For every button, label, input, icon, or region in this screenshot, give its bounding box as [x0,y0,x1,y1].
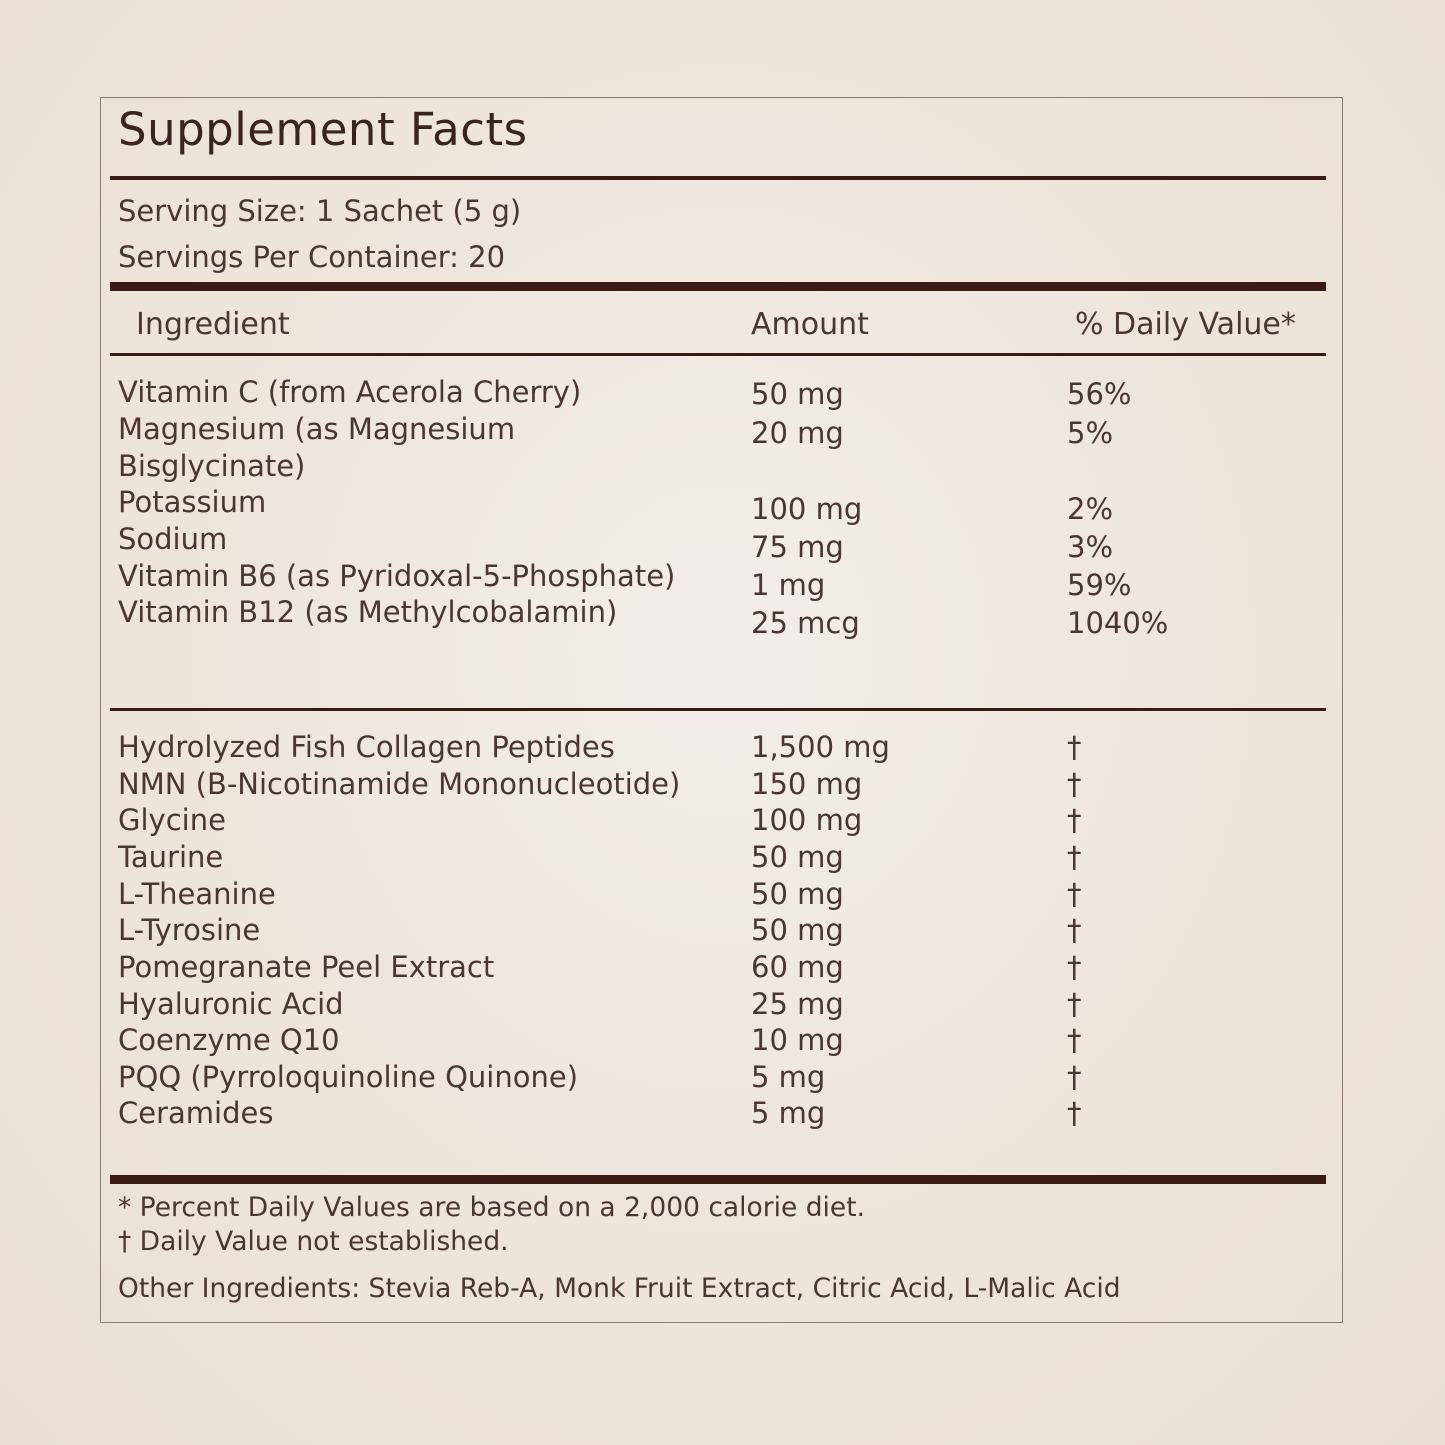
ingredient-amount: 1,500 mg [751,730,890,764]
dagger-mark: † [1067,1096,1082,1130]
ingredient-amount: 1 mg [751,568,826,602]
ingredient-daily-value: 3% [1067,530,1114,564]
ingredient-name: L-Tyrosine [118,913,261,947]
dagger-mark: † [1067,877,1082,911]
ingredient-amount: 25 mg [751,987,844,1021]
panel-title: Supplement Facts [118,103,528,156]
ingredient-amount: 100 mg [751,803,863,837]
ingredient-amount: 100 mg [751,492,863,526]
ingredient-daily-value: 56% [1067,377,1132,411]
daily-value-footnote: * Percent Daily Values are based on a 2,000 calorie diet. [118,1192,866,1223]
serving-divider [110,282,1326,291]
ingredient-amount: 50 mg [751,913,844,947]
ingredient-daily-value: 2% [1067,492,1114,526]
supplement-facts-panel [100,97,1343,1323]
ingredient-daily-value: 59% [1067,568,1132,602]
ingredient-amount: 50 mg [751,840,844,874]
ingredient-name: Vitamin C (from Acerola Cherry) [118,375,582,409]
ingredient-name: Coenzyme Q10 [118,1023,340,1057]
dagger-mark: † [1067,730,1082,764]
title-divider [110,176,1326,180]
dagger-footnote: † Daily Value not established. [118,1226,509,1257]
ingredient-name: Taurine [118,840,224,874]
ingredient-name: Glycine [118,803,226,837]
footer-divider [110,1175,1326,1184]
ingredient-name: PQQ (Pyrroloquinoline Quinone) [118,1060,579,1094]
ingredient-name: Vitamin B12 (as Methylcobalamin) [118,595,618,629]
ingredient-amount: 75 mg [751,530,844,564]
ingredient-amount: 50 mg [751,877,844,911]
ingredient-name: L-Theanine [118,877,276,911]
header-daily-value: % Daily Value* [1075,307,1296,342]
other-ingredients: Other Ingredients: Stevia Reb-A, Monk Fruit Extract, Citric Acid, L-Malic Acid [118,1273,1121,1304]
header-ingredient: Ingredient [136,307,290,342]
header-divider [110,353,1326,356]
ingredient-amount: 20 mg [751,416,844,450]
dagger-mark: † [1067,803,1082,837]
ingredient-name: Pomegranate Peel Extract [118,950,495,984]
dagger-mark: † [1067,767,1082,801]
ingredient-amount: 50 mg [751,377,844,411]
ingredient-name: Hydrolyzed Fish Collagen Peptides [118,730,615,764]
dagger-mark: † [1067,987,1082,1021]
ingredient-amount: 5 mg [751,1096,826,1130]
dagger-mark: † [1067,913,1082,947]
ingredient-daily-value: 5% [1067,416,1114,450]
ingredient-daily-value: 1040% [1067,606,1169,640]
ingredient-name: Potassium [118,485,267,519]
ingredient-amount: 10 mg [751,1023,844,1057]
ingredient-amount: 5 mg [751,1060,826,1094]
serving-size: Serving Size: 1 Sachet (5 g) [118,194,522,228]
dagger-mark: † [1067,1023,1082,1057]
ingredient-name: Ceramides [118,1096,274,1130]
ingredient-name: Sodium [118,522,228,556]
section-divider [110,708,1326,711]
ingredient-name: NMN (B-Nicotinamide Mononucleotide) [118,767,681,801]
dagger-mark: † [1067,950,1082,984]
dagger-mark: † [1067,1060,1082,1094]
ingredient-amount: 60 mg [751,950,844,984]
servings-per-container: Servings Per Container: 20 [118,240,506,274]
ingredient-amount: 150 mg [751,767,863,801]
ingredient-name: Magnesium (as Magnesium [118,412,516,446]
ingredient-name: Vitamin B6 (as Pyridoxal-5-Phosphate) [118,559,676,593]
dagger-mark: † [1067,840,1082,874]
ingredient-amount: 25 mcg [751,606,860,640]
ingredient-name: Hyaluronic Acid [118,987,344,1021]
ingredient-name-continued: Bisglycinate) [118,449,306,483]
header-amount: Amount [751,307,869,342]
